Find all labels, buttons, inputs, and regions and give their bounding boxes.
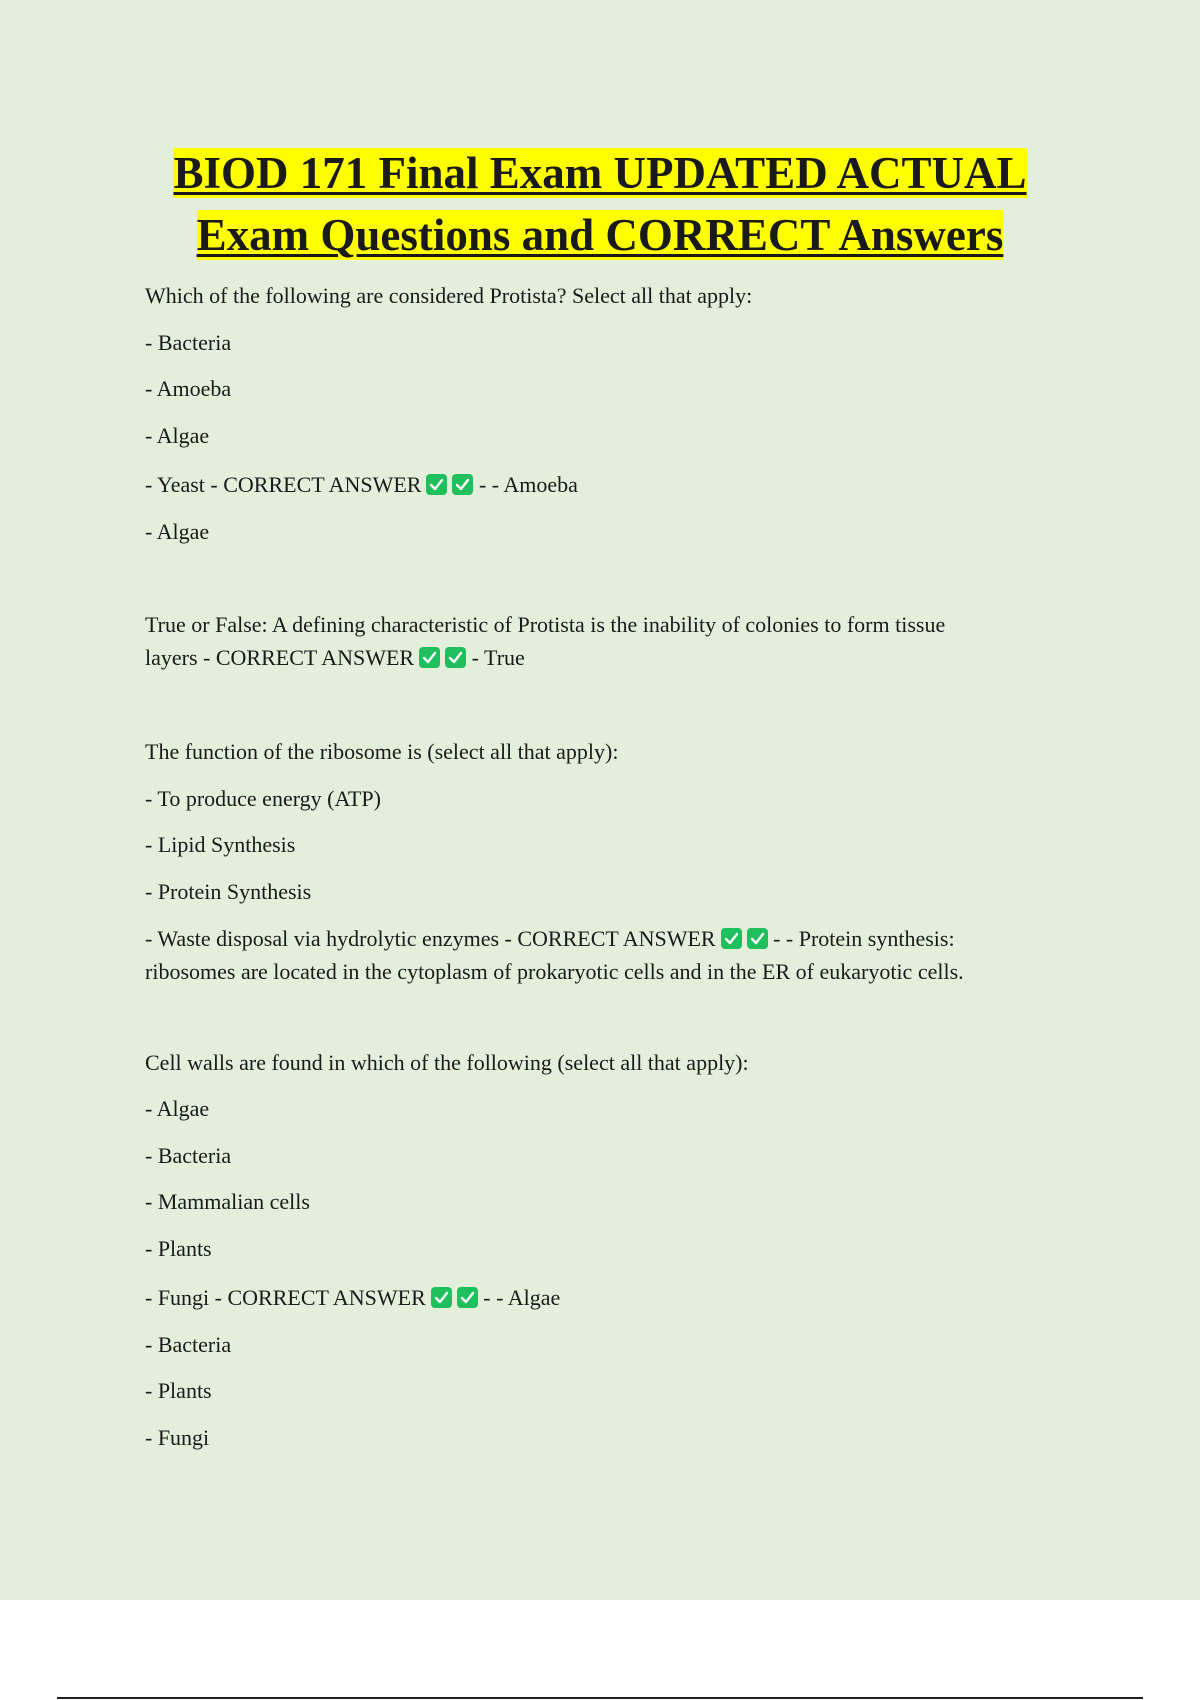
- question-3-option: - To produce energy (ATP): [145, 786, 381, 811]
- check-mark-icon: [445, 647, 466, 668]
- question-4-answer-line: [145, 1281, 1075, 1314]
- check-mark-icon: [426, 474, 447, 495]
- question-3-answer-continued: ribosomes are located in the cytoplasm of prokaryotic cells and in the ER of eukaryotic cells.: [145, 959, 964, 984]
- question-1-answer: - - Amoeba: [478, 472, 578, 497]
- check-mark-icon: [721, 928, 742, 949]
- question-3-option: - Lipid Synthesis: [145, 832, 296, 857]
- question-4-answer-continued: - Fungi: [145, 1425, 210, 1450]
- check-mark-icon: [747, 928, 768, 949]
- question-1-option: - Amoeba: [145, 376, 232, 401]
- question-1-answer-line: [145, 468, 1075, 501]
- question-2-prompt-end: layers - CORRECT ANSWER: [145, 645, 415, 670]
- question-1-option: - Yeast - CORRECT ANSWER: [145, 472, 422, 497]
- question-2-answer-line: [145, 641, 1075, 674]
- document-title: [0, 142, 1200, 266]
- question-3-option: - Waste disposal via hydrolytic enzymes - CORRECT ANSWER: [145, 926, 716, 951]
- footer-divider: [57, 1697, 1143, 1699]
- check-mark-icon: [419, 647, 440, 668]
- question-4-option: - Fungi - CORRECT ANSWER: [145, 1285, 426, 1310]
- question-4-option: - Algae: [145, 1096, 210, 1121]
- question-1-prompt: Which of the following are considered Protista? Select all that apply:: [145, 283, 753, 308]
- question-1-option: - Bacteria: [145, 330, 232, 355]
- title-line-2: Exam Questions and CORRECT Answers: [196, 210, 1004, 260]
- question-4-answer: - - Algae: [483, 1285, 561, 1310]
- question-1-option: - Algae: [145, 423, 210, 448]
- title-line-1: BIOD 171 Final Exam UPDATED ACTUAL: [173, 148, 1027, 198]
- question-3-prompt: The function of the ribosome is (select all that apply):: [145, 739, 619, 764]
- question-2-prompt: True or False: A defining characteristic of Protista is the inability of colonies to form tissue: [145, 612, 946, 637]
- question-4-prompt: Cell walls are found in which of the following (select all that apply):: [145, 1050, 749, 1075]
- question-4-option: - Mammalian cells: [145, 1189, 310, 1214]
- question-3-option: - Protein Synthesis: [145, 879, 312, 904]
- question-3-answer: - - Protein synthesis:: [773, 926, 955, 951]
- question-4-answer-continued: - Plants: [145, 1378, 212, 1403]
- check-mark-icon: [431, 1287, 452, 1308]
- question-2-answer: - True: [471, 645, 525, 670]
- question-1-answer-continued: - Algae: [145, 519, 210, 544]
- question-4-option: - Plants: [145, 1236, 212, 1261]
- question-3-answer-line: [145, 922, 1075, 955]
- check-mark-icon: [452, 474, 473, 495]
- check-mark-icon: [457, 1287, 478, 1308]
- question-4-answer-continued: - Bacteria: [145, 1332, 232, 1357]
- question-4-option: - Bacteria: [145, 1143, 232, 1168]
